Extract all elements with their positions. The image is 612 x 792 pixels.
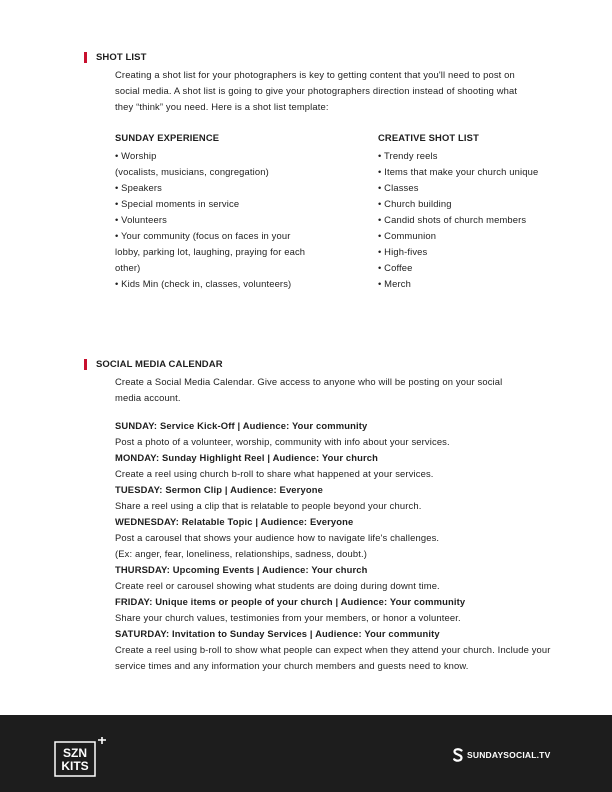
column-heading: CREATIVE SHOT LIST [378, 132, 479, 143]
sunday-social-s-icon [453, 748, 463, 762]
list-item: • Special moments in service [115, 198, 240, 209]
calendar-day-heading: WEDNESDAY: Relatable Topic | Audience: Everyone [115, 516, 354, 527]
calendar-day-heading: SATURDAY: Invitation to Sunday Services | Audience: Your community [115, 628, 440, 639]
calendar-day-heading: FRIDAY: Unique items or people of your church | Audience: Your community [115, 596, 466, 607]
list-item: • Coffee [378, 262, 413, 273]
calendar-day-heading: TUESDAY: Sermon Clip | Audience: Everyone [115, 484, 323, 495]
list-item: • Your community (focus on faces in your [115, 230, 291, 241]
list-item: • Items that make your church unique [378, 166, 539, 177]
calendar-day-heading: MONDAY: Sunday Highlight Reel | Audience: Your church [115, 452, 379, 463]
calendar-day-description: Post a photo of a volunteer, worship, community with info about your services. [115, 436, 450, 447]
social-calendar-heading [84, 359, 223, 370]
list-item: • Candid shots of church members [378, 214, 527, 225]
sunday-social-logo [453, 748, 550, 762]
section-title: SOCIAL MEDIA CALENDAR [96, 359, 223, 370]
sunday-experience-column [115, 130, 355, 292]
list-item: • Classes [378, 182, 419, 193]
szn-kits-logo-icon [54, 737, 98, 775]
list-item: • Speakers [115, 182, 162, 193]
list-item: • Trendy reels [378, 150, 438, 161]
accent-bar [84, 52, 87, 63]
creative-shot-list [378, 148, 578, 292]
calendar-day-description: Create reel or carousel showing what students are doing during downt time. [115, 580, 440, 591]
list-item: • Communion [378, 230, 437, 241]
logo-line-2: KITS [61, 759, 89, 773]
section-title: SHOT LIST [96, 52, 147, 63]
list-item: • Church building [378, 198, 452, 209]
list-item: (vocalists, musicians, congregation) [115, 166, 269, 177]
list-item: • Volunteers [115, 214, 167, 225]
calendar-day-description: Share a reel using a clip that is relatable to people beyond your church. [115, 500, 422, 511]
calendar-day-heading: SUNDAY: Service Kick-Off | Audience: Your community [115, 420, 368, 431]
sunday-experience-list [115, 148, 355, 292]
brand-url: SUNDAYSOCIAL.TV [467, 750, 551, 760]
calendar-day-description: Create a reel using church b-roll to share what happened at your services. [115, 468, 434, 479]
list-item: • Merch [378, 278, 411, 289]
calendar-day-heading: THURSDAY: Upcoming Events | Audience: Your church [115, 564, 368, 575]
social-calendar-intro: Create a Social Media Calendar. Give access to anyone who will be posting on your social media account. [115, 376, 503, 403]
list-item: • Kids Min (check in, classes, volunteers) [115, 278, 292, 289]
calendar-days [115, 418, 555, 674]
footer [0, 715, 612, 792]
creative-shot-list-column [378, 130, 578, 292]
list-item: other) [115, 262, 141, 273]
calendar-day-description: Share your church values, testimonies from your members, or honor a volunteer. [115, 612, 461, 623]
logo-line-1: SZN [63, 746, 87, 760]
calendar-day-description: Post a carousel that shows your audience how to navigate life's challenges. [115, 532, 440, 543]
shot-list-heading [84, 52, 147, 63]
shot-list-intro: Creating a shot list for your photographers is key to getting content that you'll need to post on social media. A shot list is going to give your photographers direction instead of shooting what they “think” you need. Here is a shot list template: [115, 69, 518, 112]
calendar-day-description: (Ex: anger, fear, loneliness, relationships, sadness, doubt.) [115, 548, 367, 559]
list-item: • High-fives [378, 246, 428, 257]
list-item: • Worship [115, 150, 157, 161]
calendar-day-description: Create a reel using b-roll to show what people can expect when they attend your church. Include your service times and any information your church members and guests need to know. [115, 644, 551, 671]
list-item: lobby, parking lot, laughing, praying for each [115, 246, 306, 257]
column-heading: SUNDAY EXPERIENCE [115, 132, 220, 143]
accent-bar [84, 359, 87, 370]
